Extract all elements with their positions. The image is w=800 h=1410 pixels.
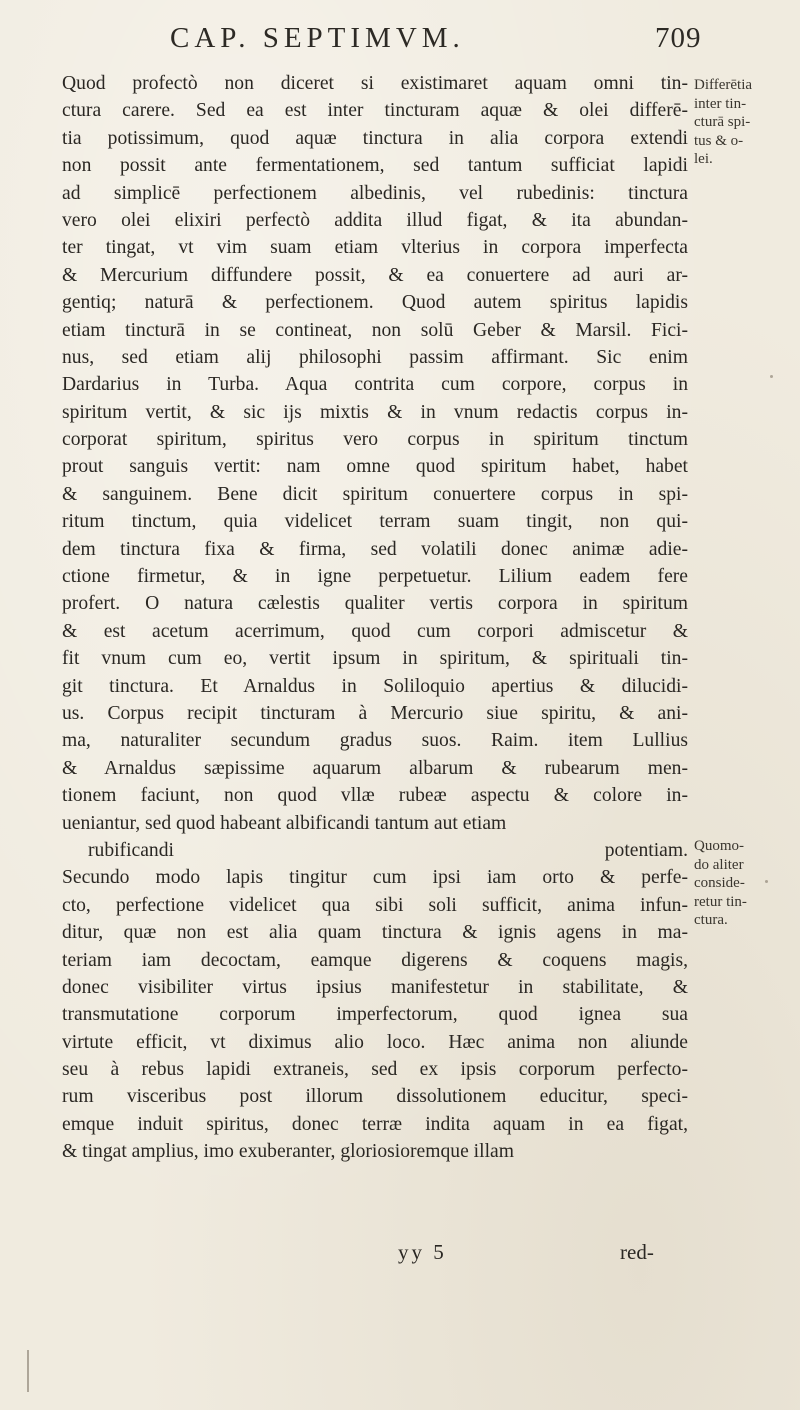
text-line: & tingat amplius, imo exuberanter, gloriosioremque illam: [62, 1141, 514, 1163]
text-line: spiritum vertit, & sic ijs mixtis & in vnum redactis corpus in-: [62, 401, 688, 423]
text-line: us. Corpus recipit tincturam à Mercurio siue spiritu, & ani-: [62, 702, 688, 724]
text-line: ueniantur, sed quod habeant albificandi tantum aut etiam: [62, 812, 507, 834]
text-line: teriam iam decoctam, eamque digerens & coquens magis,: [62, 949, 688, 971]
text-line: prout sanguis vertit: nam omne quod spiritum habet, habet: [62, 456, 688, 478]
page-footer: [0, 1240, 800, 1270]
text-line: profert. O natura cælestis qualiter vertis corpora in spiritum: [62, 593, 688, 615]
text-line: seu à rebus lapidi extraneis, sed ex ipsis corporum perfecto-: [62, 1059, 688, 1081]
text-line: etiam tincturā in se contineat, non solū Geber & Marsil. Fici-: [62, 319, 688, 341]
text-line: non possit ante fermentationem, sed tantum sufficiat lapidi: [62, 155, 688, 177]
text-line: & Mercurium diffundere possit, & ea conuertere ad auri ar-: [62, 264, 688, 286]
margin-note-line: Quomo-: [694, 838, 744, 854]
text-line: & est acetum acerrimum, quod cum corpori admiscetur &: [62, 620, 688, 642]
running-head: CAP. SEPTIMVM.: [170, 22, 465, 54]
margin-note-difference: [694, 76, 752, 169]
margin-note-line: lei.: [694, 151, 713, 167]
text-line: rum visceribus post illorum dissolutionem educitur, speci-: [62, 1086, 688, 1108]
text-line: ditur, quæ non est alia quam tinctura & ignis agens in ma-: [62, 922, 688, 944]
text-line: dem tinctura fixa & firma, sed volatili donec animæ adie-: [62, 538, 688, 560]
signature-mark: yy 5: [398, 1240, 447, 1264]
margin-note-line: ctura.: [694, 912, 728, 928]
margin-note-line: inter tin-: [694, 95, 747, 112]
page-number: 709: [655, 22, 702, 54]
text-line: nus, sed etiam alij philosophi passim affirmant. Sic enim: [62, 346, 688, 368]
text-line: emque induit spiritus, donec terræ indita aquam in ea figat,: [62, 1113, 688, 1135]
text-line: corporat spiritum, spiritus vero corpus in spiritum tinctum: [62, 429, 688, 451]
ink-speck: [765, 880, 768, 883]
text-line: & sanguinem. Bene dicit spiritum conuertere corpus in spi-: [62, 483, 688, 505]
margin-note-line: retur tin-: [694, 893, 747, 910]
text-line: Quod profectò non diceret si existimaret aquam omni tin-: [62, 73, 688, 94]
text-line: ter tingat, vt vim suam etiam vlterius in corpora imperfecta: [62, 237, 688, 259]
text-line: transmutatione corporum imperfectorum, quod ignea sua: [62, 1004, 688, 1026]
text-line: cto, perfectione videlicet qua sibi soli sufficit, anima infun-: [62, 894, 688, 916]
text-line: ma, naturaliter secundum gradus suos. Raim. item Lullius: [62, 730, 688, 752]
margin-note-quomodo: [694, 837, 747, 930]
text-line: & Arnaldus sæpissime aquarum albarum & rubearum men-: [62, 757, 688, 779]
text-line: rubificandi potentiam.: [88, 839, 688, 861]
ink-speck: [27, 1350, 29, 1392]
catchword: red-: [620, 1240, 654, 1264]
text-line: tionem faciunt, non quod vllæ rubeæ aspectu & colore in-: [62, 785, 688, 807]
text-line: gentiq; naturā & perfectionem. Quod autem spiritus lapidis: [62, 292, 688, 314]
ink-speck: [770, 375, 773, 378]
text-line: tia potissimum, quod aquæ tinctura in alia corpora extendi: [62, 127, 688, 149]
body-text: [62, 70, 688, 1166]
text-line: git tinctura. Et Arnaldus in Soliloquio apertius & dilucidi-: [62, 675, 688, 697]
page-header: [0, 16, 800, 56]
text-line: Secundo modo lapis tingitur cum ipsi iam orto & perfe-: [62, 867, 688, 889]
text-line: ad simplicē perfectionem albedinis, vel rubedinis: tinctura: [62, 182, 688, 204]
text-line: ritum tinctum, quia videlicet terram suam tingit, non qui-: [62, 511, 688, 533]
margin-note-line: do aliter: [694, 856, 744, 873]
text-line: donec visibiliter virtus ipsius manifestetur in stabilitate, &: [62, 976, 688, 998]
margin-note-line: conside-: [694, 875, 745, 891]
text-line: ctione firmetur, & in igne perpetuetur. Lilium eadem fere: [62, 566, 688, 588]
text-line: fit vnum cum eo, vertit ipsum in spiritum, & spirituali tin-: [62, 648, 688, 670]
text-line: Dardarius in Turba. Aqua contrita cum corpore, corpus in: [62, 374, 688, 396]
text-line: virtute efficit, vt diximus alio loco. Hæc anima non aliunde: [62, 1031, 688, 1053]
text-line: ctura carere. Sed ea est inter tincturam aquæ & olei differē-: [62, 100, 688, 122]
text-line: vero olei elixiri perfectò addita illud figat, & ita abundan-: [62, 209, 688, 231]
margin-note-line: Differētia: [694, 77, 753, 93]
margin-note-line: cturā spi-: [694, 114, 751, 130]
margin-note-line: tus & o-: [694, 132, 744, 149]
